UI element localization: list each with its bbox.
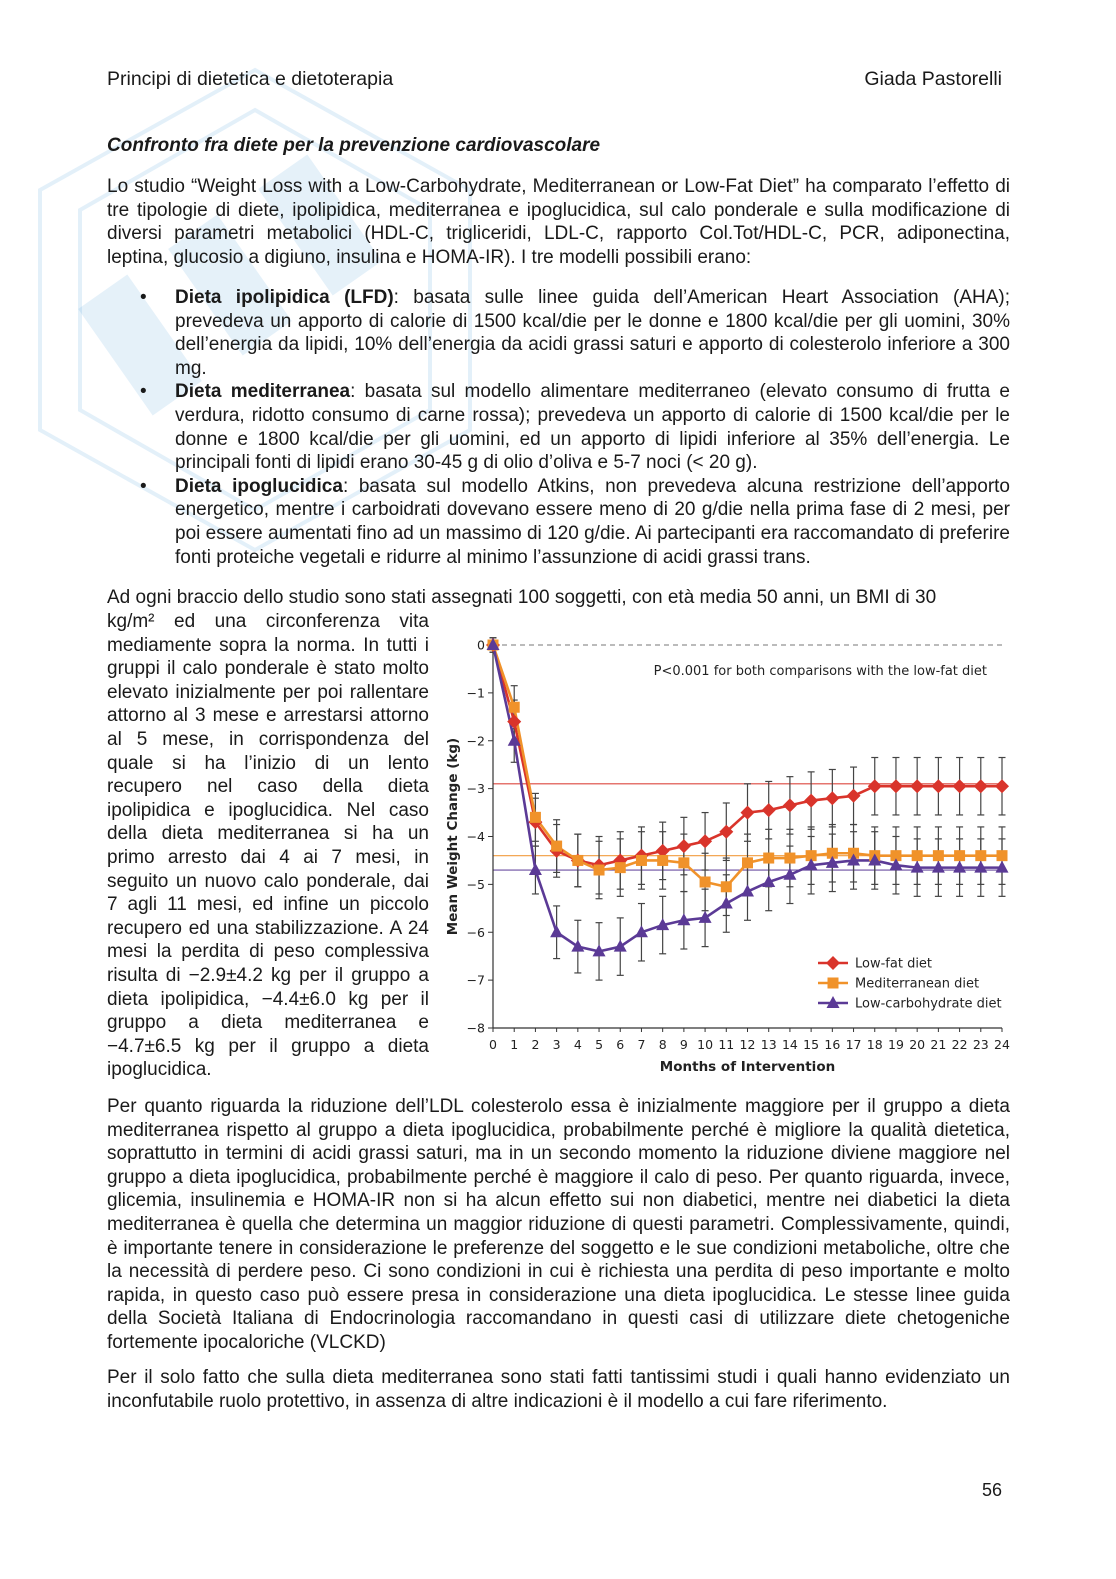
- y-tick-label: −8: [466, 1020, 485, 1036]
- data-point: [698, 834, 712, 848]
- x-tick-label: 11: [718, 1037, 735, 1052]
- legend-label: Low-carbohydrate diet: [855, 996, 1002, 1012]
- data-point: [571, 940, 584, 952]
- data-point: [742, 857, 753, 868]
- list-item: [107, 380, 1010, 474]
- data-point: [783, 798, 797, 812]
- bullet-icon: •: [140, 287, 147, 308]
- data-point: [700, 876, 711, 887]
- data-point: [847, 789, 861, 803]
- y-tick-label: −5: [466, 876, 485, 892]
- header-author: Giada Pastorelli: [864, 68, 1002, 90]
- legend-marker: [828, 978, 839, 989]
- data-point: [550, 925, 563, 937]
- data-point: [784, 853, 795, 864]
- data-point: [931, 779, 945, 793]
- data-point: [763, 853, 774, 864]
- x-tick-label: 16: [824, 1037, 841, 1052]
- x-tick-label: 20: [909, 1037, 926, 1052]
- results-lead-line: Ad ogni braccio dello studio sono stati assegnati 100 soggetti, con età media 50 anni, un BMI di 30: [107, 587, 937, 608]
- data-point: [678, 857, 689, 868]
- diet-description: : basata sul modello Atkins, non prevedeva alcuna restrizione dell’apporto energetico, mentre i carboidrati dovevano essere meno di 20 g/die nella prima fase di 2 mesi, per poi essere aumentati fino ad un massimo di 120 g/die. Ai partecipanti era raccomandato di preferire fonti proteiche vegetali e ridurre al minimo l’assunzione di acidi grassi trans.: [175, 475, 1010, 568]
- diet-name: Dieta ipolipidica (LFD): [175, 287, 394, 308]
- data-point: [636, 855, 647, 866]
- list-item: [107, 286, 1010, 380]
- diet-description: : basata sulle linee guida dell’American Heart Association (AHA); prevedeva un apporto di calorie di 1500 kcal/die per le donne e 1800 kcal/die per gli uomini, 30% dell’energia da lipidi, 10% dell’energia da acidi grassi saturi e apporto di colesterolo inferiore a 300 mg.: [175, 287, 1010, 379]
- data-point: [614, 940, 627, 952]
- data-point: [657, 855, 668, 866]
- y-tick-label: 0: [477, 637, 485, 653]
- data-point: [572, 855, 583, 866]
- list-item: [107, 475, 1010, 569]
- x-tick-label: 22: [951, 1037, 968, 1052]
- data-point: [889, 779, 903, 793]
- x-tick-label: 3: [552, 1037, 561, 1052]
- x-tick-label: 24: [994, 1037, 1010, 1052]
- data-point: [910, 779, 924, 793]
- x-tick-label: 14: [781, 1037, 798, 1052]
- final-paragraph: Per il solo fatto che sulla dieta mediterranea sono stati fatti tantissimi studi i quali hanno evidenziato un inconfutabile ruolo protettivo, in assenza di altre indicazioni è il modello a cui fare riferimento.: [107, 1367, 1010, 1412]
- legend-marker: [826, 956, 840, 970]
- bullet-icon: •: [140, 381, 147, 403]
- legend-label: Low-fat diet: [855, 956, 933, 972]
- x-tick-label: 1: [510, 1037, 519, 1052]
- diet-list: [107, 286, 1010, 569]
- intro-paragraph: Lo studio “Weight Loss with a Low-Carbohydrate, Mediterranean or Low-Fat Diet” ha comparato l’effetto di tre tipologie di diete, ipolipidica, mediterranea e ipoglucidica, sul calo ponderale e sulla modificazione di diversi parametri metabolici (HDL-C, trigliceridi, LDL-C, rapporto Col.Tot/HDL-C, PCR, adiponectina, leptina, glucosio a digiuno, insulina e HOMA-IR). I tre modelli possibili erano:: [107, 176, 1010, 268]
- data-point: [615, 862, 626, 873]
- x-axis-title: Months of Intervention: [659, 1059, 836, 1075]
- data-point: [762, 803, 776, 817]
- data-point: [954, 850, 965, 861]
- x-tick-label: 9: [679, 1037, 688, 1052]
- page-number: 56: [981, 1480, 1002, 1500]
- x-tick-label: 19: [888, 1037, 904, 1052]
- x-tick-label: 12: [739, 1037, 756, 1052]
- diet-description: : basata sul modello alimentare mediterraneo (elevato consumo di frutta e verdura, ridotto consumo di carne rossa); prevedeva un apporto di calorie di 1500 kcal/die per le donne e 1800 kcal/die per gli uomini, ed un apporto di lipidi inferiore al 35% dell’energia. Le principali fonti di lipidi erano 30-45 g di olio d’oliva e 5-7 noci (< 20 g).: [175, 381, 1010, 474]
- x-tick-label: 4: [573, 1037, 582, 1052]
- data-point: [594, 865, 605, 876]
- y-tick-label: −1: [466, 685, 485, 701]
- section-title: Confronto fra diete per la prevenzione cardiovascolare: [107, 135, 601, 156]
- weight-change-chart: [440, 628, 1020, 1083]
- ldl-paragraph: Per quanto riguarda la riduzione dell’LDL colesterolo essa è inizialmente maggiore per il gruppo a dieta mediterranea rispetto al gruppo a dieta ipoglucidica, probabilmente perché è migliore la qualità dietetica, soprattutto in termini di acidi grassi saturi, ma in un secondo momento la riduzione diviene maggiore nel gruppo a dieta ipoglucidica, probabilmente perché è maggiore il calo di peso. Per quanto riguarda, invece, glicemia, insulinemia e HOMA-IR non si ha alcun effetto sui non diabetici, mentre nei diabetici la dieta mediterranea è quella che determina un maggior riduzione di questi parametri. Complessivamente, quindi, è importante tenere in considerazione le preferenze del soggetto e le sue condizioni metaboliche, oltre che la necessità di perdere peso. Ci sono condizioni in cui è richiesta una perdita di peso importante e molto rapida, in questo caso può essere presa in considerazione una dieta ipoglucidica. Le stesse linee guida della Società Italiana di Endocrinologia raccomandano in questi casi di utilizzare diete chetogeniche fortemente ipocaloriche (VLCKD): [107, 1096, 1010, 1353]
- significance-annotation: P<0.001 for both comparisons with the low-fat diet: [653, 664, 987, 679]
- x-tick-label: 17: [845, 1037, 862, 1052]
- x-tick-label: 18: [866, 1037, 883, 1052]
- y-tick-label: −7: [466, 972, 485, 988]
- data-point: [997, 850, 1008, 861]
- header-title: Principi di dietetica e dietoterapia: [107, 68, 394, 90]
- bullet-icon: •: [140, 475, 147, 497]
- data-point: [825, 791, 839, 805]
- x-tick-label: 2: [531, 1037, 540, 1052]
- data-point: [699, 911, 712, 923]
- x-tick-label: 21: [930, 1037, 947, 1052]
- data-point: [974, 779, 988, 793]
- data-point: [509, 702, 520, 713]
- y-tick-label: −3: [466, 781, 485, 797]
- data-point: [933, 850, 944, 861]
- x-tick-label: 7: [637, 1037, 646, 1052]
- data-point: [677, 839, 691, 853]
- y-axis-title: Mean Weight Change (kg): [445, 737, 461, 936]
- x-tick-label: 15: [803, 1037, 820, 1052]
- x-tick-label: 13: [760, 1037, 777, 1052]
- x-tick-label: 8: [658, 1037, 667, 1052]
- data-point: [551, 841, 562, 852]
- data-point: [530, 812, 541, 823]
- data-point: [975, 850, 986, 861]
- diet-name: Dieta ipoglucidica: [175, 475, 343, 497]
- x-tick-label: 23: [972, 1037, 989, 1052]
- x-tick-label: 5: [595, 1037, 604, 1052]
- y-tick-label: −6: [466, 924, 485, 940]
- x-tick-label: 10: [697, 1037, 714, 1052]
- data-point: [804, 794, 818, 808]
- data-point: [529, 863, 542, 875]
- x-tick-label: 0: [489, 1037, 497, 1052]
- legend-label: Mediterranean diet: [855, 976, 980, 992]
- y-tick-label: −2: [466, 733, 485, 749]
- data-point: [953, 779, 967, 793]
- data-point: [912, 850, 923, 861]
- data-point: [720, 897, 733, 909]
- results-paragraph: kg/m² ed una circonferenza vita mediamente sopra la norma. In tutti i gruppi il calo ponderale è stato molto elevato inizialmente per poi rallentare attorno al 3 mese e arrestarsi attorno al 5 mese, in corrispondenza del quale si ha l’inizio di un lento recupero nel caso della dieta ipolipidica e ipoglucidica. Nel caso della dieta mediterranea si ha un primo arresto dai 4 ai 7 mesi, in seguito un nuovo calo ponderale, dai 7 agli 11 mesi, ed infine un piccolo recupero ed una stabilizzazione. A 24 mesi la perdita di peso complessiva risulta di −2.9±4.2 kg per il gruppo a dieta ipolipidica, −4.4±6.0 kg per il gruppo a dieta mediterranea e −4.7±6.5 kg per il gruppo a dieta ipoglucidica.: [107, 611, 429, 1081]
- data-point: [868, 779, 882, 793]
- data-point: [721, 881, 732, 892]
- data-point: [995, 779, 1009, 793]
- x-tick-label: 6: [616, 1037, 625, 1052]
- y-tick-label: −4: [466, 829, 485, 844]
- diet-name: Dieta mediterranea: [175, 381, 351, 403]
